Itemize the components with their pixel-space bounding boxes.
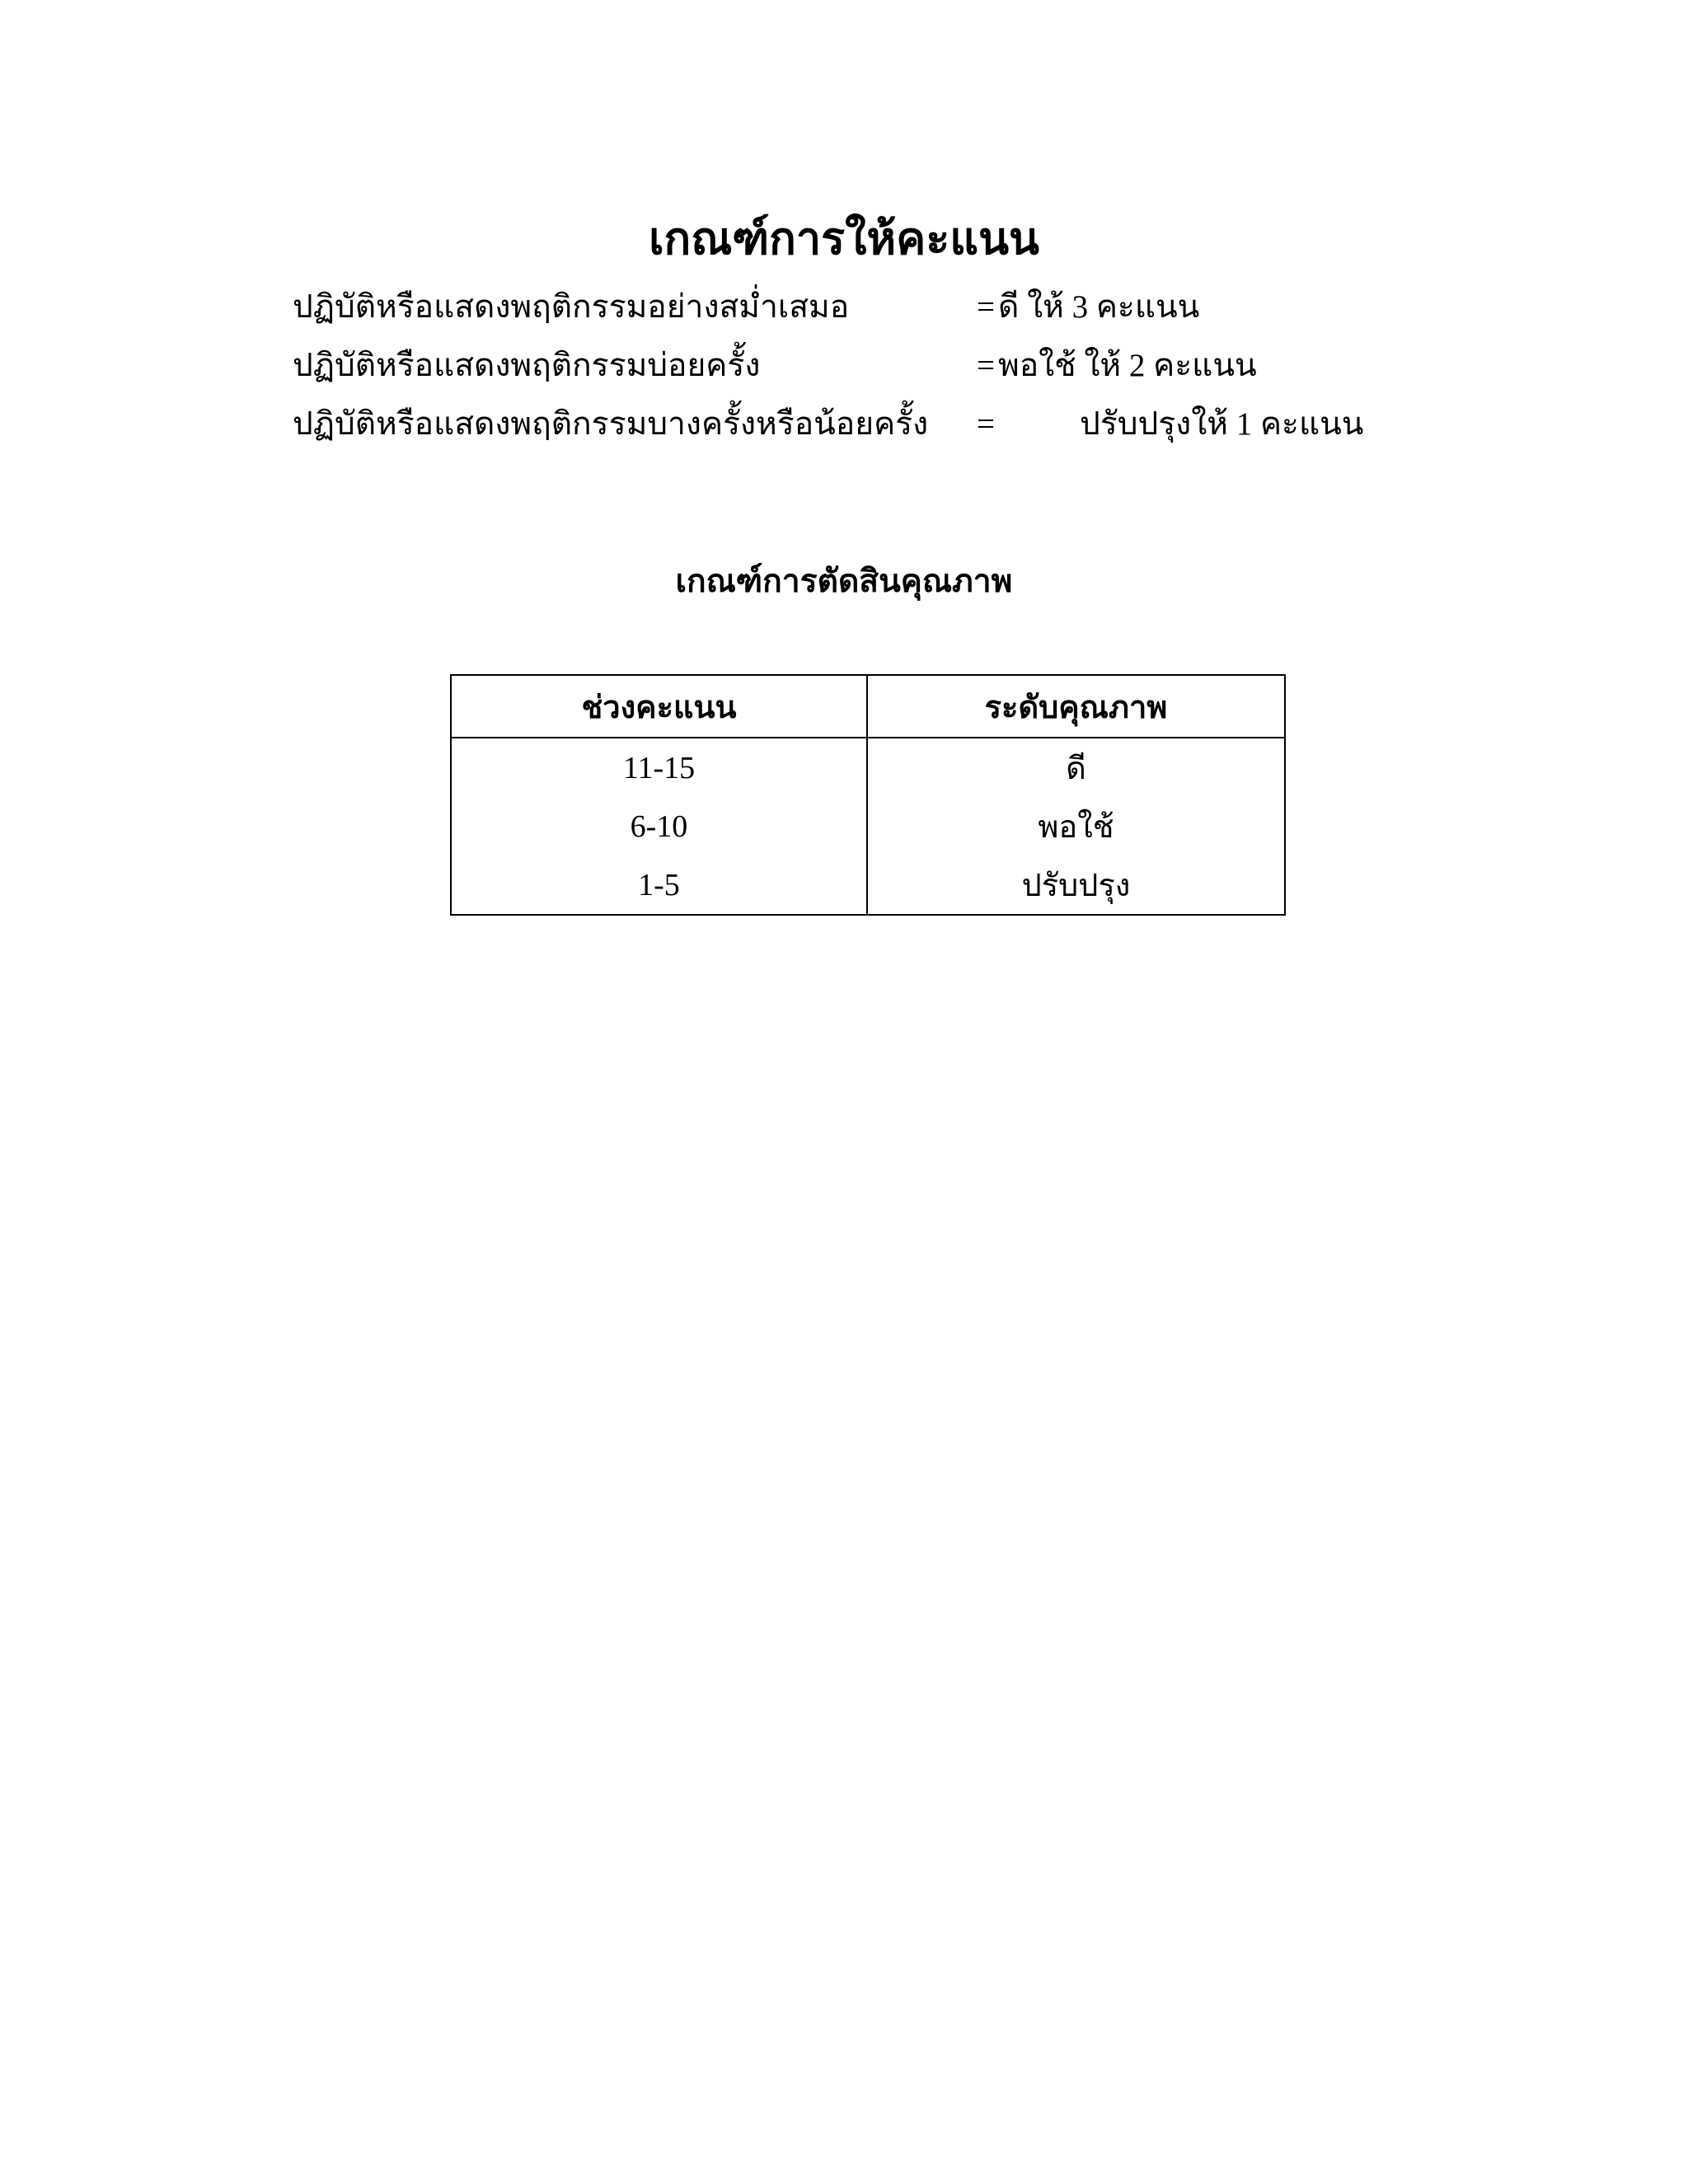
criteria-equals: =	[977, 406, 995, 442]
table-row	[451, 855, 1285, 915]
criteria-result: ปรับปรุงให้ 1 คะแนน	[1080, 406, 1364, 442]
table-header-row	[451, 675, 1285, 738]
table-row	[451, 738, 1285, 797]
header-score-range: ช่วงคะแนน	[451, 675, 867, 738]
score-range-cell: 6-10	[451, 797, 867, 855]
score-range-cell: 11-15	[451, 738, 867, 797]
criteria-result: พอใช้ ให้ 2 คะแนน	[998, 348, 1257, 383]
criteria-result: ดี ให้ 3 คะแนน	[998, 289, 1200, 325]
page-title: เกณฑ์การให้คะแนน	[649, 214, 1039, 264]
quality-section-title: เกณฑ์การตัดสินคุณภาพ	[675, 564, 1013, 599]
quality-table	[450, 674, 1286, 916]
quality-level-cell: ดี	[867, 738, 1285, 797]
header-quality-level: ระดับคุณภาพ	[867, 675, 1285, 738]
criteria-description: ปฏิบัติหรือแสดงพฤติกรรมบ่อยครั้ง	[293, 348, 761, 383]
score-range-cell: 1-5	[451, 855, 867, 915]
table-row	[451, 797, 1285, 855]
quality-level-cell: ปรับปรุง	[867, 855, 1285, 915]
quality-level-cell: พอใช้	[867, 797, 1285, 855]
criteria-equals: =	[977, 289, 995, 325]
criteria-description: ปฏิบัติหรือแสดงพฤติกรรมบางครั้งหรือน้อยครั้ง	[293, 406, 929, 442]
criteria-description: ปฏิบัติหรือแสดงพฤติกรรมอย่างสม่ำเสมอ	[293, 289, 850, 325]
criteria-equals: =	[977, 348, 995, 383]
